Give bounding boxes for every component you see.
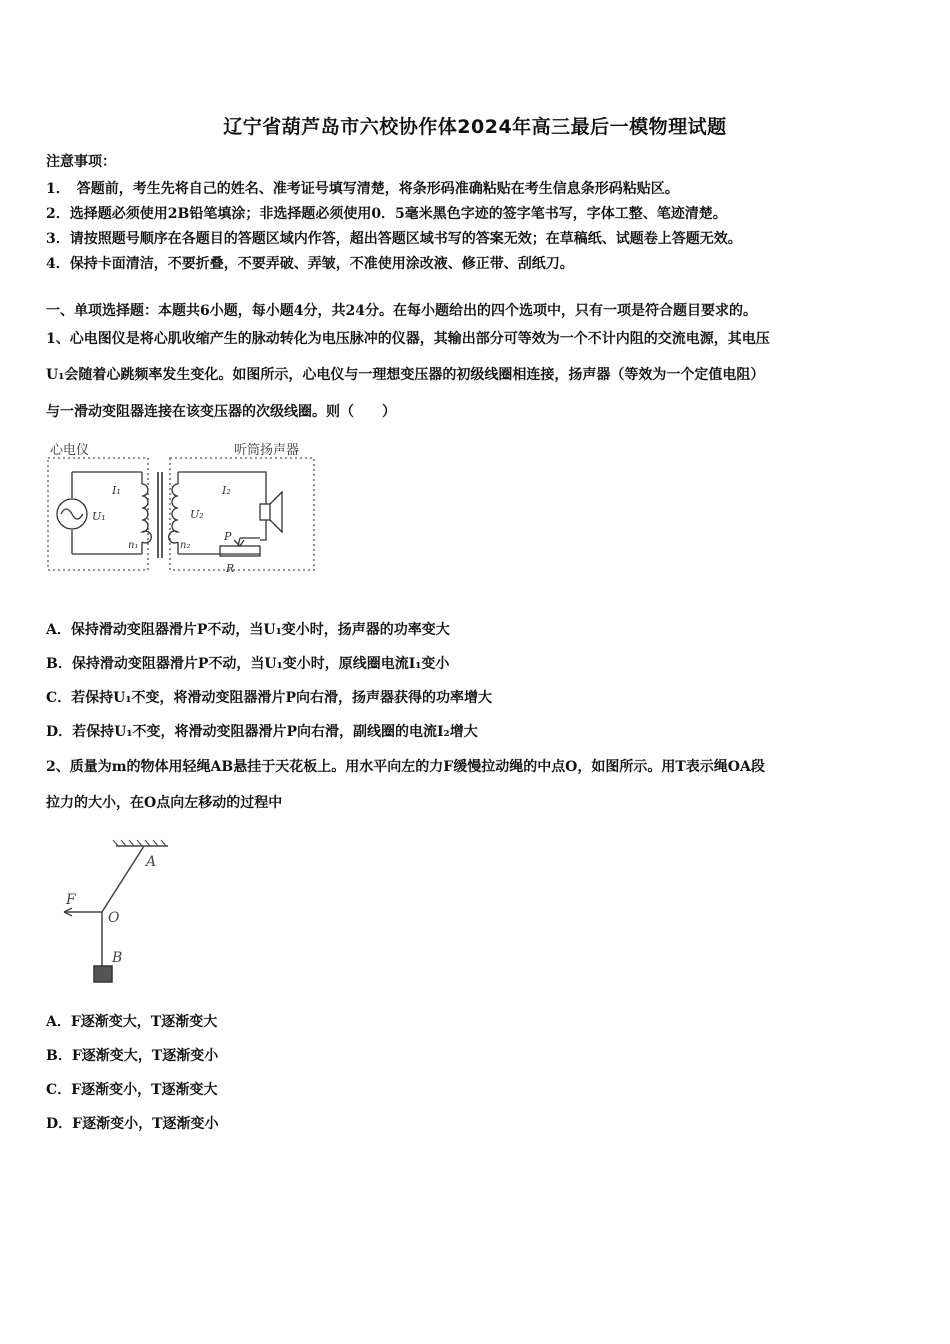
label-f: F [66, 892, 76, 908]
ecg-label: 心电仪 [50, 443, 90, 458]
ceiling-hatch [113, 840, 166, 846]
label-a: A [146, 854, 157, 870]
label-i2: I₂ [222, 484, 231, 497]
slider-arrow-icon [234, 538, 244, 546]
question-2-text: 2、质量为m的物体用轻绳AB悬挂于天花板上。用水平向左的力F缓慢拉动绳的中点O，如图所示。用T表示绳OA段 [46, 759, 765, 775]
label-u1: U₁ [92, 510, 106, 523]
question-2-option-b[interactable]: B．F逐渐变大，T逐渐变小 [46, 1048, 219, 1064]
rope-oa [102, 846, 144, 912]
label-i1: I₁ [112, 484, 121, 497]
speaker-box-label: 听筒扬声器 [234, 443, 300, 458]
speaker-icon [260, 504, 270, 520]
label-b: B [112, 950, 123, 966]
mass-block [94, 966, 112, 982]
question-1-text: 1、心电图仪是将心肌收缩产生的脉动转化为电压脉冲的仪器，其输出部分可等效为一个不计内阻的交流电源，其电压 [46, 331, 770, 347]
section-heading: 一、单项选择题：本题共6小题，每小题4分，共24分。在每小题给出的四个选项中，只有一项是符合题目要求的。 [46, 303, 757, 319]
question-2-option-c[interactable]: C．F逐渐变小，T逐渐变大 [46, 1082, 218, 1098]
question-2-option-d[interactable]: D．F逐渐变小，T逐渐变小 [46, 1116, 219, 1132]
iron-core [158, 472, 162, 558]
ac-wave-icon [61, 509, 83, 519]
rope-force-figure [56, 834, 176, 994]
label-n1: n₁ [128, 540, 139, 551]
question-2-text: 拉力的大小，在O点向左移动的过程中 [46, 795, 283, 811]
label-u2: U₂ [190, 508, 204, 521]
label-r: R [226, 562, 235, 575]
label-n2: n₂ [180, 540, 191, 551]
page-title: 辽宁省葫芦岛市六校协作体2024年高三最后一模物理试题 [223, 116, 727, 138]
question-2-option-a[interactable]: A．F逐渐变大，T逐渐变大 [46, 1014, 218, 1030]
transformer-circuit-figure [44, 436, 319, 576]
question-1-text: U₁会随着心跳频率发生变化。如图所示，心电仪与一理想变压器的初级线圈相连接，扬声器（等效为一个定值电阻） [46, 367, 765, 383]
label-o: O [108, 910, 120, 926]
question-1-option-d[interactable]: D．若保持U₁不变，将滑动变阻器滑片P向右滑，副线圈的电流I₂增大 [46, 724, 478, 740]
question-1-option-b[interactable]: B．保持滑动变阻器滑片P不动，当U₁变小时，原线圈电流I₁变小 [46, 656, 450, 672]
question-1-option-c[interactable]: C．若保持U₁不变，将滑动变阻器滑片P向右滑，扬声器获得的功率增大 [46, 690, 493, 706]
notice-item: 4．保持卡面清洁，不要折叠，不要弄破、弄皱，不准使用涂改液、修正带、刮纸刀。 [46, 256, 574, 272]
label-p: P [224, 530, 232, 543]
primary-coil [142, 484, 151, 543]
notice-heading: 注意事项： [46, 154, 116, 170]
notice-item: 1． 答题前，考生先将自己的姓名、准考证号填写清楚，将条形码准确粘贴在考生信息条形码粘贴区。 [46, 181, 679, 197]
notice-item: 3．请按照题号顺序在各题目的答题区域内作答，超出答题区域书写的答案无效；在草稿纸、试题卷上答题无效。 [46, 231, 742, 247]
notice-item: 2．选择题必须使用2B铅笔填涂；非选择题必须使用0．5毫米黑色字迹的签字笔书写，字体工整、笔迹清楚。 [46, 206, 727, 222]
question-1-text: 与一滑动变阻器连接在该变压器的次级线圈。则（ ） [46, 404, 396, 420]
question-1-option-a[interactable]: A．保持滑动变阻器滑片P不动，当U₁变小时，扬声器的功率变大 [46, 622, 450, 638]
